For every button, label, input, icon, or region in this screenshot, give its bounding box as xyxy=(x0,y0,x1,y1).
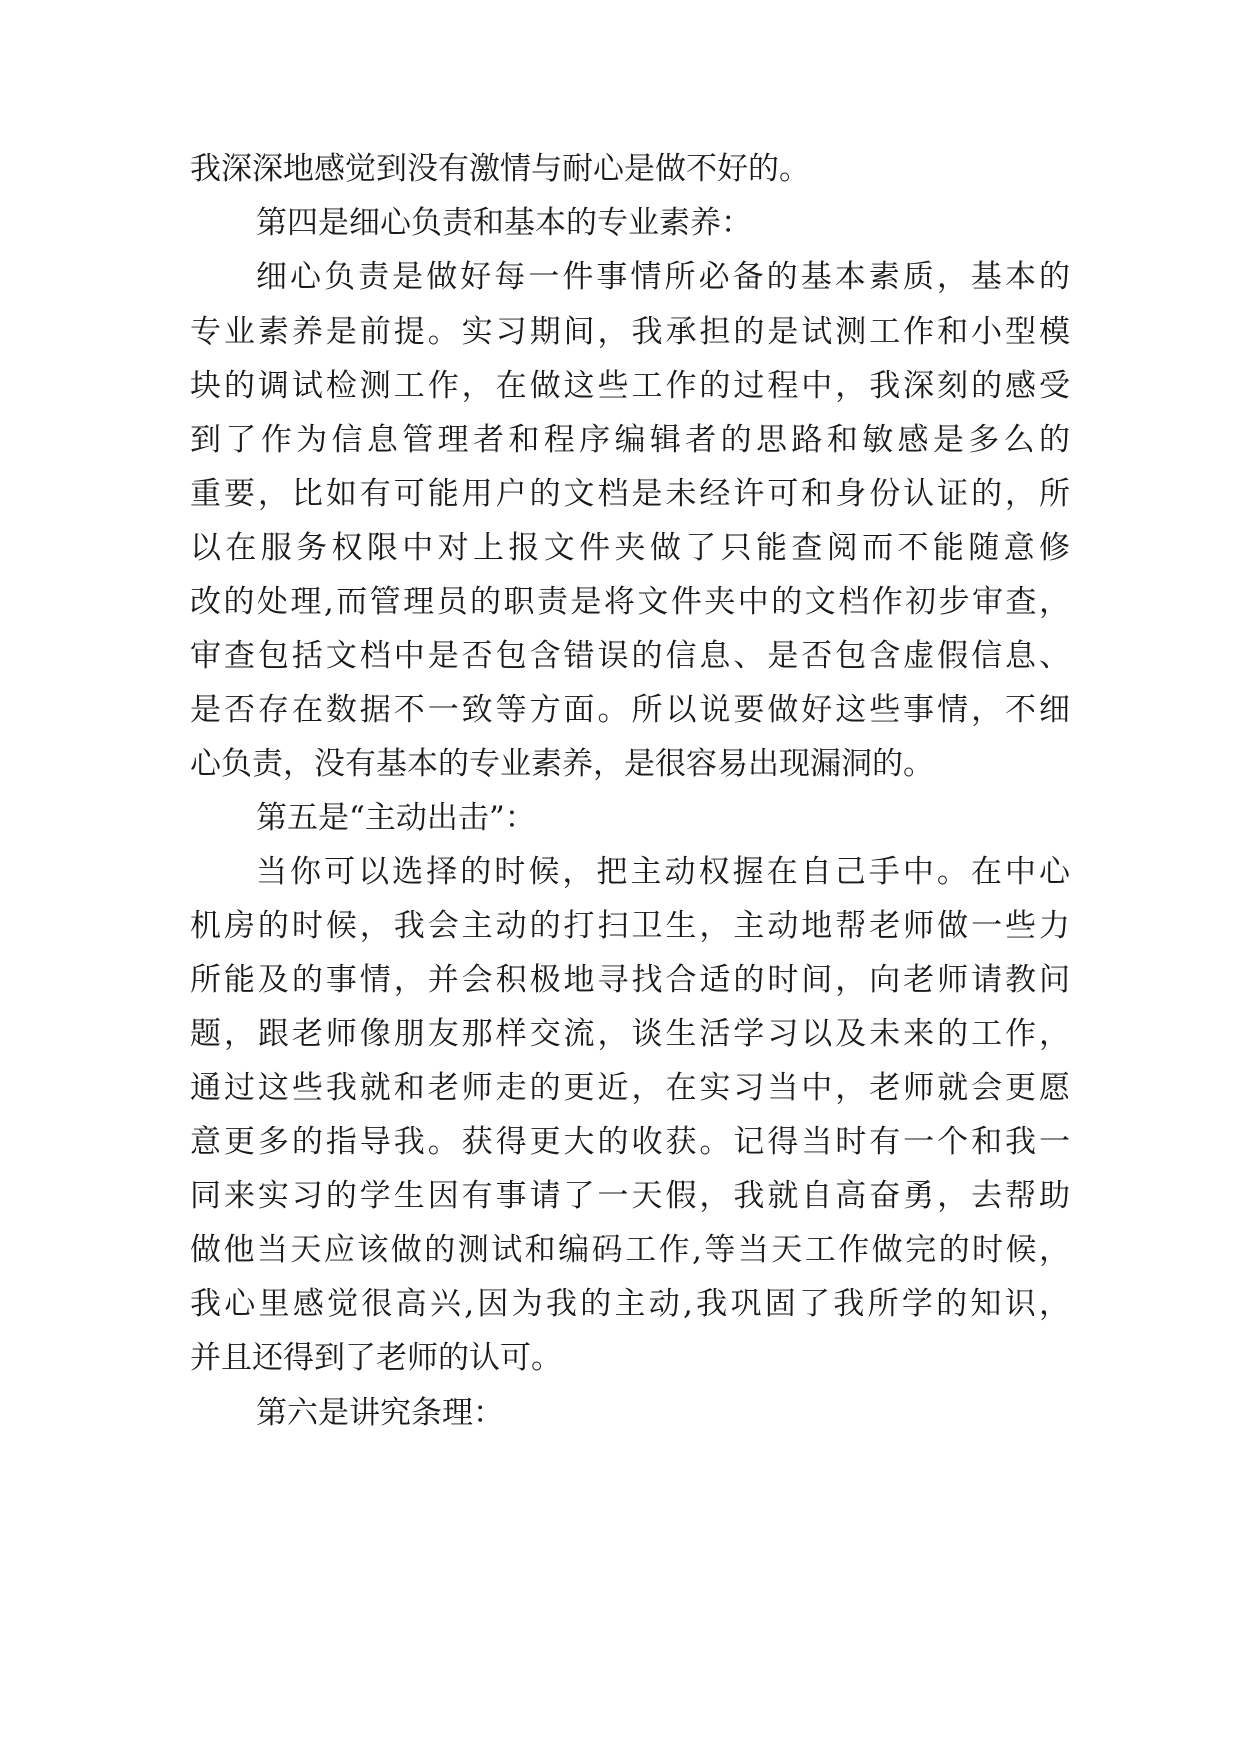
paragraph-line: 并且还得到了老师的认可。 xyxy=(190,1340,562,1376)
paragraph-line: 重要，比如有可能用户的文档是未经许可和身份认证的，所 xyxy=(190,476,1070,512)
paragraph-line: 题，跟老师像朋友那样交流，谈生活学习以及未来的工作， xyxy=(190,1016,1070,1052)
paragraph-line: 细心负责是做好每一件事情所必备的基本素质，基本的 xyxy=(256,259,1070,295)
paragraph-line: 意更多的指导我。获得更大的收获。记得当时有一个和我一 xyxy=(190,1124,1070,1160)
paragraph-line: 到了作为信息管理者和程序编辑者的思路和敏感是多么的 xyxy=(190,422,1070,458)
paragraph-line: 所能及的事情，并会积极地寻找合适的时间，向老师请教问 xyxy=(190,962,1070,998)
paragraph-line: 机房的时候，我会主动的打扫卫生，主动地帮老师做一些力 xyxy=(190,908,1070,944)
paragraph-line: 专业素养是前提。实习期间，我承担的是试测工作和小型模 xyxy=(190,314,1070,350)
paragraph-line: 当你可以选择的时候，把主动权握在自己手中。在中心 xyxy=(256,854,1070,890)
section-heading: 第五是“主动出击”： xyxy=(256,800,536,836)
paragraph-line: 心负责，没有基本的专业素养，是很容易出现漏洞的。 xyxy=(190,746,934,782)
paragraph-line: 块的调试检测工作，在做这些工作的过程中，我深刻的感受 xyxy=(190,368,1070,404)
paragraph-line: 以在服务权限中对上报文件夹做了只能查阅而不能随意修 xyxy=(190,530,1070,566)
paragraph-line: 同来实习的学生因有事请了一天假，我就自高奋勇，去帮助 xyxy=(190,1178,1070,1214)
paragraph-line: 改的处理,而管理员的职责是将文件夹中的文档作初步审查， xyxy=(190,584,1070,620)
paragraph-line: 审查包括文档中是否包含错误的信息、是否包含虚假信息、 xyxy=(190,638,1070,674)
paragraph-line: 通过这些我就和老师走的更近，在实习当中，老师就会更愿 xyxy=(190,1070,1070,1106)
paragraph-line: 我心里感觉很高兴,因为我的主动,我巩固了我所学的知识， xyxy=(190,1286,1070,1322)
paragraph-line: 做他当天应该做的测试和编码工作,等当天工作做完的时候， xyxy=(190,1232,1070,1268)
paragraph-line: 我深深地感觉到没有激情与耐心是做不好的。 xyxy=(190,151,810,187)
paragraph-line: 是否存在数据不一致等方面。所以说要做好这些事情，不细 xyxy=(190,692,1070,728)
section-heading: 第六是讲究条理： xyxy=(256,1395,504,1431)
section-heading: 第四是细心负责和基本的专业素养： xyxy=(256,205,752,241)
